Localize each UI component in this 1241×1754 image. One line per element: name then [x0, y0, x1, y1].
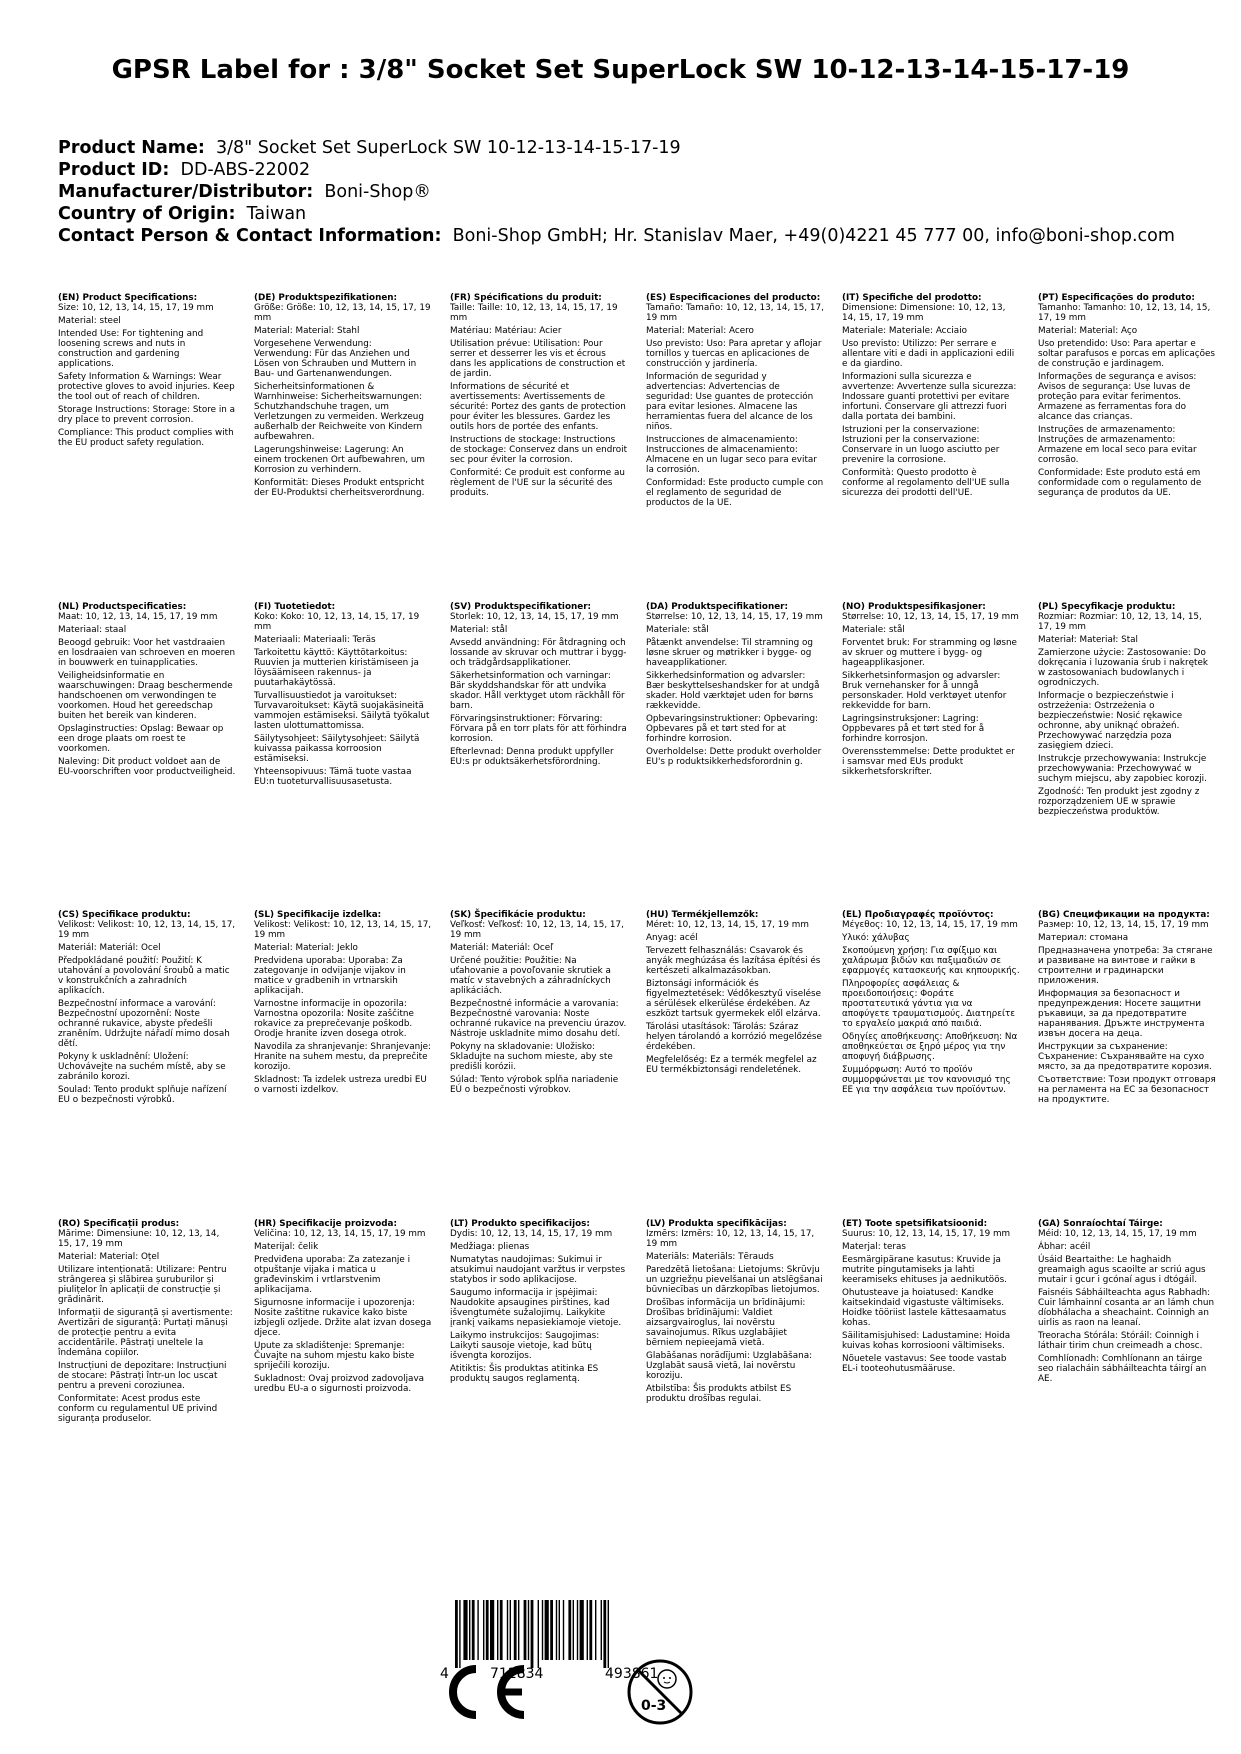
spec-text: Beoogd gebruik: Voor het vastdraaien en losdraaien van schroeven en moeren in bouwwerk en tuinapplicaties.	[58, 638, 236, 668]
spec-column	[1038, 910, 1216, 1108]
spec-column	[646, 602, 824, 770]
spec-text: Sigurnosne informacije i upozorenja: Nosite zaštitne rukavice kako biste izbjegli ozljede. Držite alat izvan dosega djece.	[254, 1298, 432, 1338]
spec-text: Instrucțiuni de depozitare: Instrucțiuni de stocare: Păstrați într-un loc uscat pentru a preveni coroziunea.	[58, 1361, 227, 1391]
spec-text: Maat: 10, 12, 13, 14, 15, 17, 19 mm	[58, 612, 218, 622]
spec-text: Инструкции за съхранение: Съхранение: Съхранявайте на сухо място, за да предотвратите корозия.	[1038, 1042, 1212, 1072]
spec-heading: (PL) Specyfikacje produktu:	[1038, 602, 1176, 612]
spec-text: Predviđena uporaba: Za zatezanje i otpuštanje vijaka i matica u građevinskim i vrtlarstvenim aplikacijama.	[254, 1255, 411, 1295]
spec-text: Conformitate: Acest produs este conform cu regulamentul UE privind siguranța produselor.	[58, 1394, 218, 1424]
spec-column	[450, 602, 628, 770]
spec-text: Eesmärgipärane kasutus: Kruvide ja mutrite pingutamiseks ja lahti keeramiseks ehituses ja aednikutöös.	[842, 1255, 1007, 1285]
spec-text: Materijal: čelik	[254, 1242, 319, 1252]
spec-text: Uso previsto: Uso: Para apretar y aflojar tornillos y tuercas en aplicaciones de construcción y jardinería.	[646, 339, 822, 369]
spec-column	[646, 910, 824, 1078]
spec-text: Pokyny k uskladnění: Uložení: Uchovávejte na suchém místě, aby se zabránilo korozi.	[58, 1052, 226, 1082]
spec-column	[1038, 1219, 1216, 1387]
spec-column	[842, 910, 1020, 1098]
spec-column	[58, 602, 236, 780]
spec-text: Materjal: teras	[842, 1242, 906, 1252]
spec-text: Efterlevnad: Denna produkt uppfyller EU:s pr oduktsäkerhetsförordning.	[450, 747, 614, 767]
spec-text: Lagringsinstruksjoner: Lagring: Oppbevares på et tørt sted for å forhindre korrosjon.	[842, 714, 985, 744]
contact-value: Boni-Shop GmbH; Hr. Stanislav Maer, +49(0)4221 45 777 00, info@boni-shop.com	[452, 226, 1175, 246]
spec-text: Instructions de stockage: Instructions de stockage: Conservez dans un endroit sec pour éviter la corrosion.	[450, 435, 628, 465]
spec-text: Storlek: 10, 12, 13, 14, 15, 17, 19 mm	[450, 612, 619, 622]
spec-heading: (CS) Specifikace produktu:	[58, 910, 191, 920]
spec-text: Suurus: 10, 12, 13, 14, 15, 17, 19 mm	[842, 1229, 1011, 1239]
spec-text: Предназначена употреба: За стягане и развиване на винтове и гайки в строителни и градинарски приложения.	[1038, 946, 1213, 986]
spec-text: Uso previsto: Utilizzo: Per serrare e allentare viti e dadi in applicazioni edili e da giardino.	[842, 339, 1015, 369]
barcode-bar	[528, 1600, 529, 1660]
spec-text: Materiale: Materiale: Acciaio	[842, 326, 968, 336]
spec-text: Størrelse: 10, 12, 13, 14, 15, 17, 19 mm	[646, 612, 823, 622]
contact-row	[58, 225, 1175, 247]
product-id-value: DD-ABS-22002	[180, 160, 311, 180]
spec-column	[842, 1219, 1020, 1377]
barcode-group-2: 493861	[605, 1666, 659, 1682]
spec-heading: (EL) Προδιαγραφές προϊόντος:	[842, 910, 994, 920]
not-for-children-0-3-icon	[625, 1657, 695, 1727]
spec-text: Veľkosť: Veľkosť: 10, 12, 13, 14, 15, 17, 19 mm	[450, 920, 624, 940]
barcode-bar	[507, 1600, 508, 1660]
spec-text: Veličina: 10, 12, 13, 14, 15, 17, 19 mm	[254, 1229, 426, 1239]
spec-heading: (SK) Špecifikácie produktu:	[450, 910, 586, 920]
product-id-label: Product ID:	[58, 160, 170, 180]
contact-label: Contact Person & Contact Information:	[58, 226, 442, 246]
spec-text: Utilizare intenționată: Utilizare: Pentru strângerea și slăbirea șuruburilor și piulițelor în aplicații de construcție și grădinărit.	[58, 1265, 227, 1305]
age-label: 0-3	[641, 1698, 667, 1714]
spec-column	[58, 910, 236, 1108]
spec-text: Rozmiar: Rozmiar: 10, 12, 13, 14, 15, 17, 19 mm	[1038, 612, 1202, 632]
spec-text: Atitiktis: Šis produktas atitinka ES produktų saugos reglamentą.	[450, 1364, 599, 1384]
spec-column	[1038, 293, 1216, 501]
barcode-bar	[459, 1600, 460, 1668]
spec-heading: (SL) Specifikacije izdelka:	[254, 910, 382, 920]
spec-text: Yhteensopivuus: Tämä tuote vastaa EU:n tuoteturvallisuusasetusta.	[254, 767, 412, 787]
spec-text: Instruções de armazenamento: Instruções de armazenamento: Armazene em local seco para evitar corrosão.	[1038, 425, 1197, 465]
spec-column	[842, 602, 1020, 780]
spec-text: Biztonsági információk és figyelmeztetések: Védőkesztyű viselése a sérülések elkerülése érdekében. Az eszközt tartsuk gyermekek elől elzárva.	[646, 979, 821, 1019]
spec-text: Zgodność: Ten produkt jest zgodny z rozporządzeniem UE w sprawie bezpieczeństwa produktów.	[1038, 787, 1200, 817]
product-id-row	[58, 159, 1175, 181]
barcode-bar	[497, 1600, 498, 1660]
spec-text: Tamanho: Tamanho: 10, 12, 13, 14, 15, 17, 19 mm	[1038, 303, 1211, 323]
spec-heading: (LT) Produkto specifikacijos:	[450, 1219, 590, 1229]
spec-text: Material: steel	[58, 316, 121, 326]
spec-text: Υλικό: χάλυβας	[842, 933, 910, 943]
spec-text: Velikost: Velikost: 10, 12, 13, 14, 15, 17, 19 mm	[254, 920, 432, 940]
barcode-bar	[608, 1600, 609, 1668]
barcode-bar	[550, 1600, 553, 1660]
spec-text: Materiál: Materiál: Ocel	[58, 943, 161, 953]
spec-text: Intended Use: For tightening and loosening screws and nuts in construction and gardening applications.	[58, 329, 204, 369]
spec-text: Numatytas naudojimas: Sukimui ir atsukimui naudojant varžtus ir verpstes statybos ir sodo aplikacijose.	[450, 1255, 626, 1285]
barcode-bar	[463, 1600, 467, 1660]
manufacturer-value: Boni-Shop®	[324, 182, 431, 202]
spec-heading: (EN) Product Specifications:	[58, 293, 198, 303]
spec-column	[254, 1219, 432, 1397]
spec-text: Sicherheitsinformationen & Warnhinweise: Sicherheitswarnungen: Schutzhandschuhe tragen, um Verletzungen zu vermeiden. Werkzeug außerhalb der Reichweite von Kindern aufbewahren.	[254, 382, 424, 442]
spec-column	[254, 602, 432, 790]
spec-text: Материал: стомана	[1038, 933, 1129, 943]
barcode-bar	[587, 1600, 588, 1660]
spec-text: Säilytysohjeet: Säilytysohjeet: Säilytä kuivassa paikassa korroosion estämiseksi.	[254, 734, 420, 764]
barcode-bar	[559, 1600, 560, 1660]
spec-heading: (GA) Sonraíochtaí Táirge:	[1038, 1219, 1163, 1229]
spec-column	[842, 293, 1020, 501]
spec-text: Anyag: acél	[646, 933, 698, 943]
spec-text: Информация за безопасност и предупреждения: Носете защитни ръкавици, за да предотвратите наранявания. Дръжте инструмента извън досега на деца.	[1038, 989, 1205, 1039]
product-info	[58, 137, 1175, 247]
spec-text: Material: Material: Oțel	[58, 1252, 160, 1262]
spec-text: Drošības informācija un brīdinājumi: Drošības brīdinājumi: Valdiet aizsargvairoglus, lai novērstu savainojumus. Rīkus uzglabājiet bērniem nepieejamā vietā.	[646, 1298, 806, 1348]
page-title: GPSR Label for : 3/8" Socket Set SuperLock SW 10-12-13-14-15-17-19	[111, 55, 1130, 85]
spec-text: Conformità: Questo prodotto è conforme al regolamento dell'UE sulla sicurezza dei prodotti dell'UE.	[842, 468, 1010, 498]
spec-text: Istruzioni per la conservazione: Istruzioni per la conservazione: Conservare in un luogo asciutto per prevenire la corrosione.	[842, 425, 1000, 465]
barcode-digit-first: 4	[440, 1666, 449, 1682]
spec-text: Opslaginstructies: Opslag: Bewaar op een droge plaats om roest te voorkomen.	[58, 724, 224, 754]
spec-text: Soulad: Tento produkt splňuje nařízení EU o bezpečnosti výrobků.	[58, 1085, 227, 1105]
spec-text: Materiāls: Materiāls: Tērauds	[646, 1252, 774, 1262]
spec-text: Conformité: Ce produit est conforme au règlement de l'UE sur la sécurité des produits.	[450, 468, 625, 498]
spec-text: Comhlíonadh: Comhlíonann an táirge seo rialacháin sábháilteachta táirgí an AE.	[1038, 1354, 1207, 1384]
spec-text: Tarkoitettu käyttö: Käyttötarkoitus: Ruuvien ja mutterien kiristämiseen ja löysäämiseen rakennus- ja puutarhakäytössä.	[254, 648, 419, 688]
barcode-bar	[589, 1600, 592, 1660]
spec-text: Conformidade: Este produto está em conformidade com o regulamento de segurança de produtos da UE.	[1038, 468, 1202, 498]
spec-text: Instrucciones de almacenamiento: Instrucciones de almacenamiento: Almacene en un lugar seco para evitar la corrosión.	[646, 435, 817, 475]
spec-text: Uso pretendido: Uso: Para apertar e soltar parafusos e porcas em aplicações de construção e jardinagem.	[1038, 339, 1215, 369]
spec-text: Påtænkt anvendelse: Til stramning og løsne skruer og møtrikker i bygge- og haveapplikationer.	[646, 638, 813, 668]
product-name-row	[58, 137, 1175, 159]
barcode-bar	[580, 1600, 584, 1660]
spec-text: Οδηγίες αποθήκευσης: Αποθήκευση: Να αποθηκεύεται σε ξηρό μέρος για την αποφυγή διάβρωσης.	[842, 1032, 1018, 1062]
spec-text: Pokyny na skladovanie: Uložisko: Skladujte na suchom mieste, aby ste predišli korózii.	[450, 1042, 613, 1072]
barcode-bar	[524, 1600, 527, 1660]
barcode-bars	[455, 1600, 609, 1668]
spec-text: Paredzētā lietošana: Lietojums: Skrūvju un uzgriežņu pievelšanai un atslēgšanai būvniecības un dārzkopības lietojumos.	[646, 1265, 823, 1295]
spec-text: Compliance: This product complies with the EU product safety regulation.	[58, 428, 234, 448]
barcode-bar	[538, 1600, 539, 1668]
spec-text: Material: Material: Acero	[646, 326, 754, 336]
spec-text: Tamaño: Tamaño: 10, 12, 13, 14, 15, 17, 19 mm	[646, 303, 824, 323]
barcode-bar	[545, 1600, 549, 1660]
spec-text: Navodila za shranjevanje: Shranjevanje: Hranite na suhem mestu, da preprečite korozijo.	[254, 1042, 431, 1072]
country-row	[58, 203, 1175, 225]
manufacturer-label: Manufacturer/Distributor:	[58, 182, 314, 202]
spec-text: Materiaal: staal	[58, 625, 127, 635]
spec-text: Turvallisuustiedot ja varoitukset: Turvavaroitukset: Käytä suojakäsineitä vammojen estämiseksi. Säilytä työkalut lasten ulottumattomissa.	[254, 691, 430, 731]
spec-column	[450, 1219, 628, 1387]
barcode-bar	[542, 1600, 543, 1660]
spec-text: Laikymo instrukcijos: Saugojimas: Laikyti sausoje vietoje, kad būtų išvengta korozijos.	[450, 1331, 600, 1361]
spec-column	[646, 1219, 824, 1407]
barcode-bar	[568, 1600, 571, 1660]
spec-text: Ohutusteave ja hoiatused: Kandke kaitsekindaid vigastuste vältimiseks. Hoidke tööriist lastele kättesaamatus kohas.	[842, 1288, 1007, 1328]
spec-heading: (BG) Спецификации на продукта:	[1038, 910, 1210, 920]
spec-text: Taille: Taille: 10, 12, 13, 14, 15, 17, 19 mm	[450, 303, 618, 323]
product-name-value: 3/8" Socket Set SuperLock SW 10-12-13-14-15-17-19	[216, 138, 681, 158]
spec-text: Size: 10, 12, 13, 14, 15, 17, 19 mm	[58, 303, 214, 313]
spec-heading: (NO) Produktspesifikasjoner:	[842, 602, 986, 612]
spec-text: Informações de segurança e avisos: Avisos de segurança: Use luvas de proteção para evitar ferimentos. Armazene as ferramentas fora do alcance das crianças.	[1038, 372, 1197, 422]
spec-heading: (FI) Tuotetiedot:	[254, 602, 336, 612]
spec-text: Matériau: Matériau: Acier	[450, 326, 562, 336]
country-label: Country of Origin:	[58, 204, 236, 224]
spec-column	[254, 293, 432, 501]
barcode-bar	[518, 1600, 519, 1660]
spec-heading: (RO) Specificații produs:	[58, 1219, 180, 1229]
spec-text: Overensstemmelse: Dette produktet er i samsvar med EUs produkt sikkerhetsforskrifter.	[842, 747, 1015, 777]
spec-text: Treoracha Stórála: Stóráil: Coinnigh i láthair tirim chun creimeadh a chosc.	[1038, 1331, 1203, 1351]
barcode-bar	[601, 1600, 602, 1660]
spec-text: Materiaali: Materiaali: Teräs	[254, 635, 376, 645]
spec-heading: (HR) Specifikacije proizvoda:	[254, 1219, 397, 1229]
barcode-bar	[500, 1600, 503, 1660]
spec-text: Πληροφορίες ασφάλειας & προειδοποιήσεις: Φοράτε προστατευτικά γάντια για να αποφύγετε τραυματισμούς. Διατηρείτε το εργαλείο μακριά από παιδιά.	[842, 979, 1016, 1029]
spec-text: Informazioni sulla sicurezza e avvertenze: Avvertenze sulla sicurezza: Indossare guanti protettivi per evitare infortuni. Conservare gli attrezzi fuori dalla portata dei bambini.	[842, 372, 1017, 422]
spec-text: Σκοπούμενη χρήση: Για σφίξιμο και χαλάρωμα βιδών και παξιμαδιών σε εφαρμογές κατασκευής και κηπουρικής.	[842, 946, 1020, 976]
spec-text: Izmērs: Izmērs: 10, 12, 13, 14, 15, 17, 19 mm	[646, 1229, 815, 1249]
spec-text: Materiál: Materiál: Oceľ	[450, 943, 554, 953]
spec-text: Určené použitie: Použitie: Na uťahovanie a povoľovanie skrutiek a matíc v stavebných a záhradníckych aplikáciách.	[450, 956, 611, 996]
spec-heading: (ES) Especificaciones del producto:	[646, 293, 821, 303]
barcode-bar	[486, 1600, 489, 1660]
spec-text: Méret: 10, 12, 13, 14, 15, 17, 19 mm	[646, 920, 809, 930]
barcode-bar	[455, 1600, 458, 1668]
spec-text: Sukladnost: Ovaj proizvod zadovoljava uredbu EU-a o sigurnosti proizvoda.	[254, 1374, 425, 1394]
spec-heading: (IT) Specifiche del prodotto:	[842, 293, 982, 303]
spec-text: Informații de siguranță și avertismente: Avertizări de siguranță: Purtați mănuși de protecție pentru a evita accidentările. Păstrați uneltele la îndemâna copiilor.	[58, 1308, 233, 1358]
spec-text: Overholdelse: Dette produkt overholder EU's p roduktsikkerhedsforordnin g.	[646, 747, 822, 767]
spec-text: Glabāšanas norādījumi: Uzglabāšana: Uzglabāt sausā vietā, lai novērstu koroziju.	[646, 1351, 813, 1381]
spec-column	[254, 910, 432, 1098]
spec-text: Nõuetele vastavus: See toode vastab EL-i tooteohutusmääruse.	[842, 1354, 1007, 1374]
spec-text: Bezpečnostní informace a varování: Bezpečnostní upozornění: Noste ochranné rukavice, abyste předešli zraněním. Udržujte nářadí mimo dosah dětí.	[58, 999, 230, 1049]
barcode-bar	[472, 1600, 475, 1660]
spec-text: Skladnost: Ta izdelek ustreza uredbi EU o varnosti izdelkov.	[254, 1075, 427, 1095]
spec-text: Conformidad: Este producto cumple con el reglamento de seguridad de productos de la UE.	[646, 478, 824, 508]
spec-text: Predvidena uporaba: Uporaba: Za zategovanje in odvijanje vijakov in matice v gradbenih in vrtnarskih aplikacijah.	[254, 956, 406, 996]
barcode-bar	[490, 1600, 494, 1660]
product-name-label: Product Name:	[58, 138, 205, 158]
barcode-bar	[514, 1600, 517, 1660]
spec-text: Dydis: 10, 12, 13, 14, 15, 17, 19 mm	[450, 1229, 613, 1239]
barcode-bar	[603, 1600, 606, 1668]
spec-text: Tárolási utasítások: Tárolás: Száraz helyen tárolandó a korrózió megelőzése érdekében.	[646, 1022, 822, 1052]
spec-text: Konformität: Dieses Produkt entspricht der EU-Produktsi cherheitsverordnung.	[254, 478, 425, 498]
barcode-bar	[469, 1600, 470, 1660]
spec-text: Utilisation prévue: Utilisation: Pour serrer et desserrer les vis et écrous dans les applications de construction et de jardin.	[450, 339, 626, 379]
spec-text: Materiał: Materiał: Stal	[1038, 635, 1138, 645]
spec-heading: (LV) Produkta specifikācijas:	[646, 1219, 787, 1229]
spec-text: Material: stål	[450, 625, 508, 635]
spec-heading: (DE) Produktspezifikationen:	[254, 293, 398, 303]
ce-mark-icon	[448, 1663, 540, 1721]
spec-text: Avsedd användning: För åtdragning och lossande av skruvar och muttrar i bygg- och trädgårdsapplikationer.	[450, 638, 627, 668]
spec-heading: (SV) Produktspecifikationer:	[450, 602, 592, 612]
spec-text: Säilitamisjuhised: Ladustamine: Hoida kuivas kohas korrosiooni vältimiseks.	[842, 1331, 1011, 1351]
spec-text: Súlad: Tento výrobok spĺňa nariadenie EÚ o bezpečnosti výrobkov.	[450, 1075, 619, 1095]
barcode-bar	[563, 1600, 564, 1660]
spec-heading: (HU) Termékjellemzők:	[646, 910, 759, 920]
spec-column	[58, 1219, 236, 1427]
spec-heading: (NL) Productspecificaties:	[58, 602, 187, 612]
spec-text: Sikkerhedsinformation og advarsler: Bær beskyttelseshandsker for at undgå skader. Hold værktøjet uden for børns rækkevidde.	[646, 671, 820, 711]
spec-text: Dimensione: Dimensione: 10, 12, 13, 14, 15, 17, 19 mm	[842, 303, 1006, 323]
spec-text: Material: Material: Stahl	[254, 326, 360, 336]
spec-text: Material: Material: Aço	[1038, 326, 1138, 336]
spec-text: Méid: 10, 12, 13, 14, 15, 17, 19 mm	[1038, 1229, 1197, 1239]
spec-column	[450, 910, 628, 1098]
spec-text: Megfelelőség: Ez a termék megfelel az EU termékbiztonsági rendeletének.	[646, 1055, 817, 1075]
barcode-bar	[531, 1600, 534, 1668]
barcode-bar	[556, 1600, 557, 1660]
spec-text: Veiligheidsinformatie en waarschuwingen: Draag beschermende handschoenen om verwondingen te voorkomen. Houd het gereedschap buiten het bereik van kinderen.	[58, 671, 233, 721]
spec-text: Varnostne informacije in opozorila: Varnostna opozorila: Nosite zaščitne rokavice za preprečevanje poškodb. Orodje hranite izven dosega otrok.	[254, 999, 414, 1039]
barcode-bar	[510, 1600, 511, 1660]
spec-text: Instrukcje przechowywania: Instrukcje przechowywania: Przechowywać w suchym miejscu, aby zapobiec korozji.	[1038, 754, 1207, 784]
barcode-group-1: 712834	[490, 1666, 544, 1682]
spec-text: Upute za skladištenje: Spremanje: Čuvajte na suhom mjestu kako biste spriječili koroziju.	[254, 1341, 415, 1371]
spec-text: Informacje o bezpieczeństwie i ostrzeżenia: Ostrzeżenia o bezpieczeństwie: Nosić rękawice ochronne, aby uniknąć obrażeń. Przechowywać narzędzia poza zasięgiem dzieci.	[1038, 691, 1183, 751]
country-value: Taiwan	[246, 204, 307, 224]
spec-text: Forventet bruk: For stramming og løsne av skruer og muttere i bygg- og hageapplikasjoner.	[842, 638, 1017, 668]
spec-text: Zamierzone użycie: Zastosowanie: Do dokręcania i luzowania śrub i nakrętek w zastosowaniach budowlanych i ogrodniczych.	[1038, 648, 1209, 688]
spec-text: Materiale: stål	[646, 625, 709, 635]
spec-text: Koko: Koko: 10, 12, 13, 14, 15, 17, 19 mm	[254, 612, 420, 632]
spec-text: Tervezett felhasználás: Csavarok és anyák meghúzása és lazítása építési és kertészeti alkalmazásokban.	[646, 946, 821, 976]
spec-text: Förvaringsinstruktioner: Förvaring: Förvara på en torr plats för att förhindra korrosion.	[450, 714, 627, 744]
spec-text: Velikost: Velikost: 10, 12, 13, 14, 15, 17, 19 mm	[58, 920, 236, 940]
barcode-bar	[595, 1600, 596, 1660]
spec-text: Μέγεθος: 10, 12, 13, 14, 15, 17, 19 mm	[842, 920, 1018, 930]
barcode-bar	[483, 1600, 484, 1660]
spec-heading: (PT) Especificações do produto:	[1038, 293, 1195, 303]
manufacturer-row	[58, 181, 1175, 203]
barcode-bar	[577, 1600, 578, 1660]
spec-text: Vorgesehene Verwendung: Verwendung: Für das Anziehen und Lösen von Schrauben und Muttern in Bau- und Gartenanwendungen.	[254, 339, 417, 379]
spec-column	[450, 293, 628, 501]
spec-text: Storage Instructions: Storage: Store in a dry place to prevent corrosion.	[58, 405, 236, 425]
spec-text: Atbilstība: Šis produkts atbilst ES produktu drošības regulai.	[646, 1384, 792, 1404]
spec-column	[58, 293, 236, 451]
spec-text: Naleving: Dit product voldoet aan de EU-voorschriften voor productveiligheid.	[58, 757, 236, 777]
spec-text: Größe: Größe: 10, 12, 13, 14, 15, 17, 19 mm	[254, 303, 431, 323]
spec-text: Størrelse: 10, 12, 13, 14, 15, 17, 19 mm	[842, 612, 1019, 622]
spec-text: Opbevaringsinstruktioner: Opbevaring: Opbevares på et tørt sted for at forhindre korrosion.	[646, 714, 819, 744]
spec-heading: (FR) Spécifications du produit:	[450, 293, 602, 303]
spec-column	[1038, 602, 1216, 820]
spec-text: Lagerungshinweise: Lagerung: An einem trockenen Ort aufbewahren, um Korrosion zu verhindern.	[254, 445, 426, 475]
spec-text: Mărime: Dimensiune: 10, 12, 13, 14, 15, 17, 19 mm	[58, 1229, 220, 1249]
spec-text: Información de seguridad y advertencias: Advertencias de seguridad: Use guantes de protección para evitar lesiones. Almacene las herramientas fuera del alcance de los niños.	[646, 372, 814, 432]
spec-text: Úsáid Beartaithe: Le haghaidh greamaigh agus scaoilte ar scriú agus mutair i gcur i gcónaí agus i dtógáil.	[1038, 1255, 1206, 1285]
baby-face-icon	[658, 1670, 676, 1688]
spec-text: Bezpečnostné informácie a varovania: Bezpečnostné varovania: Noste ochranné rukavice na prevenciu úrazov. Nástroje uskladnite mimo dosahu detí.	[450, 999, 627, 1039]
spec-text: Předpokládané použití: Použití: K utahování a povolování šroubů a matic v konstrukčních a zahradních aplikacích.	[58, 956, 230, 996]
spec-text: Συμμόρφωση: Αυτό το προϊόν συμμορφώνεται με τον κανονισμό της ΕΕ για την ασφάλεια των προϊόντων.	[842, 1065, 1011, 1095]
spec-text: Medžiaga: plienas	[450, 1242, 530, 1252]
spec-text: Saugumo informacija ir įspėjimai: Naudokite apsaugines pirštines, kad išvengtumėte sužalojimų. Laikykite įrankį vaikams nepasiekiamoje vietoje.	[450, 1288, 622, 1328]
spec-text: Размер: 10, 12, 13, 14, 15, 17, 19 mm	[1038, 920, 1209, 930]
spec-heading: (ET) Toote spetsifikatsioonid:	[842, 1219, 988, 1229]
barcode-bar	[573, 1600, 574, 1660]
spec-text: Materiale: stål	[842, 625, 905, 635]
spec-text: Säkerhetsinformation och varningar: Bär skyddshandskar för att undvika skador. Håll verktyget utom räckhåll för barn.	[450, 671, 625, 711]
spec-heading: (DA) Produktspecifikationer:	[646, 602, 789, 612]
spec-text: Sikkerhetsinformasjon og advarsler: Bruk vernehansker for å unngå personskader. Hold verktøyet utenfor rekkevidde for barn.	[842, 671, 1007, 711]
spec-text: Ábhar: acéil	[1038, 1242, 1091, 1252]
spec-text: Safety Information & Warnings: Wear protective gloves to avoid injuries. Keep the tool out of reach of children.	[58, 372, 235, 402]
spec-text: Faisnéis Sábháilteachta agus Rabhadh: Cuir lámhainní cosanta ar an lámh chun díobhálacha a sheachaint. Coinnigh an uirlis as raon na leanaí.	[1038, 1288, 1215, 1328]
spec-text: Съответствие: Този продукт отговаря на регламента на ЕС за безопасност на продуктите.	[1038, 1075, 1216, 1105]
spec-column	[646, 293, 824, 511]
barcode-bar	[477, 1600, 478, 1660]
spec-text: Informations de sécurité et avertissements: Avertissements de sécurité: Portez des gants de protection pour éviter les blessures. Gardez les outils hors de portée des enfants.	[450, 382, 626, 432]
spec-text: Material: Material: Jeklo	[254, 943, 358, 953]
